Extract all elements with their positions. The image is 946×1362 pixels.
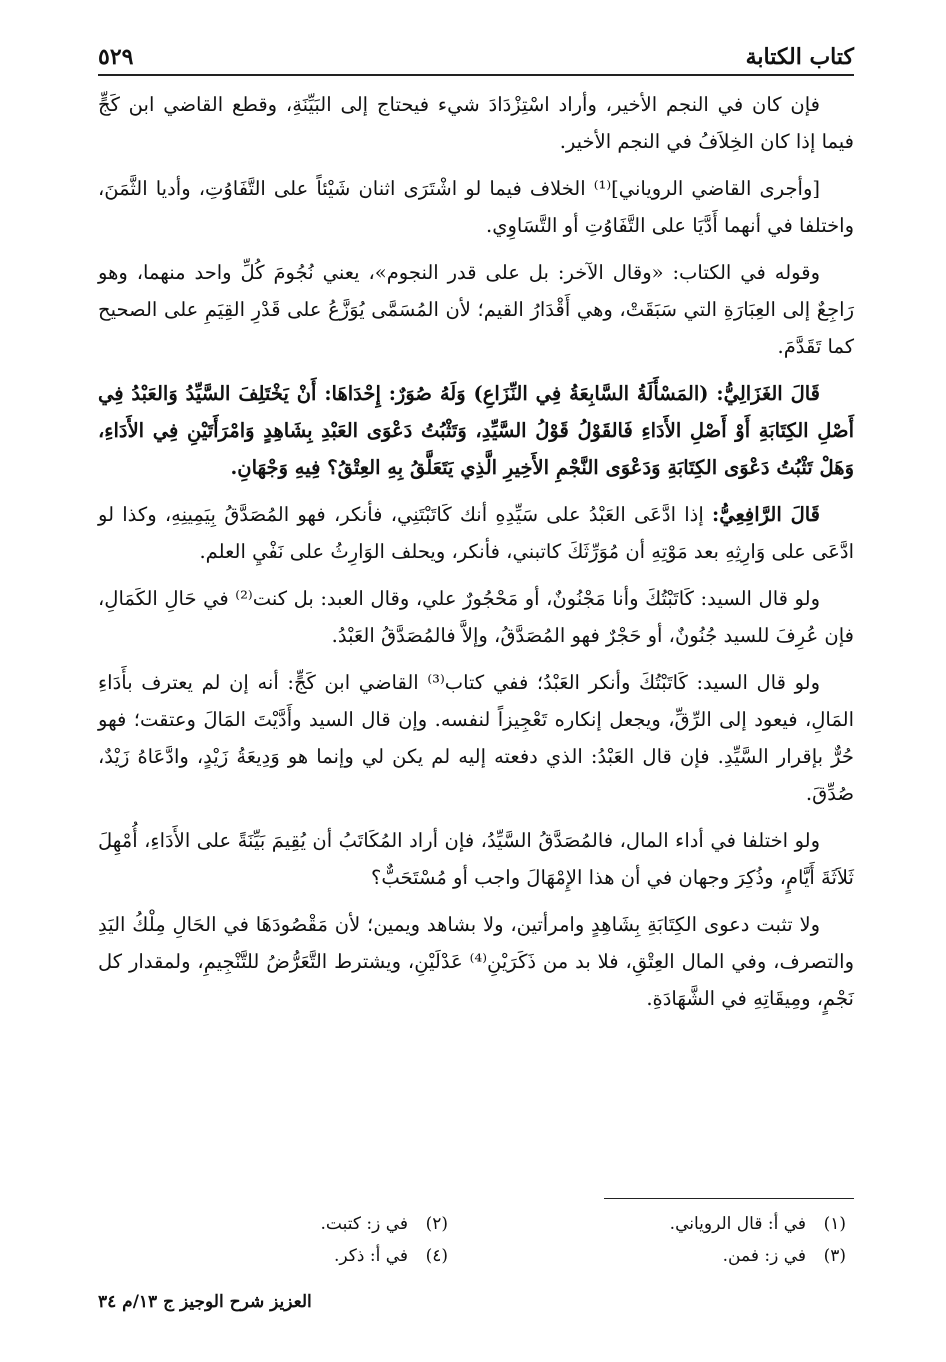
page-number: ٥٢٩ [98,44,134,70]
footnote-text: في ز: كتبت. [320,1214,408,1234]
footnote-text: في ز: فمن. [722,1246,806,1266]
rafii-text: إذا ادَّعَى العَبْدُ على سَيِّدِهِ أنك كَاتَبْتَنِي، فأنكر، فهو المُصَدَّقُ بِيَمِينِهِ، وكذا لو ادَّعَى على وَارِثِهِ بعد مَوْتِهِ أن مُوَرِّثَكَ كاتبني، فأنكر، ويحلف الوَارِثُ على نَفْيِ العلم. [98,503,854,563]
footnote-number: (١) [823,1214,846,1234]
ghazali-quote: قَالَ الغَزَالِيُّ: (المَسْأَلَةُ السَّابِعَةُ فِي النِّزَاعِ) وَلَهُ صُوَرٌ: إِحْدَاهَا: أَنْ يَخْتَلِفَ السَّيِّدُ وَالعَبْدُ فِي أَصْلِ الكِتَابَةِ أَوْ أَصْلِ الأَدَاءِ فَالقَوْلُ قَوْلُ السَّيِّدِ، وَتَثْبُتُ دَعْوَى العَبْدِ بِشَاهِدٍ وَامْرَأَتَيْنِ فِي الأَدَاءِ، وَهَلْ تَثْبُتُ دَعْوَى الكِتَابَةِ وَدَعْوَى النَّجْمِ الأَخِيرِ الَّذِي يَتَعَلَّقُ بِهِ العِتْقُ؟ فِيهِ وَجْهَانِ. [98,382,854,479]
page-footer: العزيز شرح الوجيز ج ١٣/م ٣٤ [98,1292,312,1312]
paragraph: ولو اختلفا في أداء المال، فالمُصَدَّقُ السَّيِّدُ، فإن أراد المُكَاتَبُ أن يُقِيمَ بَيِّنَةً على الأَدَاءِ، أُمْهِلَ ثَلاَثَةَ أَيَّامٍ، وذُكِرَ وجهان في أن هذا الإِمْهَالَ واجب أو مُسْتَحَبٌّ؟ [98,829,854,889]
footnote [496,1240,854,1272]
footnote-text: في أ: ذكر. [333,1246,408,1266]
footnote [98,1240,456,1272]
chapter-title: كتاب الكتابة [745,44,854,70]
footnotes [98,1208,854,1272]
page-header [98,30,854,76]
paragraph: ولا تثبت دعوى الكِتَابَةِ بِشَاهِدٍ وامرأتين، ولا بشاهد ويمين؛ لأن مَقْصُودَهَا في الحَالِ مِلْكُ اليَدِ والتصرف، وفي المال العِتْقِ، فلا بد من ذَكَرَيْنِ⁽⁴⁾ عَدْلَيْنِ، ويشترط التَّعَرُّضُ للتَّنْجِيمِ، ولمقدار كل نَجْمٍ، ومِيقَاتِهِ في الشَّهَادَةِ. [98,913,854,1010]
paragraph: فإن كان في النجم الأخير، وأراد اسْتِزْدَادَ شيء فيحتاج إلى البَيِّنَةِ، وقطع القاضي ابن كَجٍّ فيما إذا كان الخِلاَفُ في النجم الأخير. [98,93,854,153]
rafii-paragraph [98,496,854,570]
paragraph: [وأجرى القاضي الروياني]⁽¹⁾ الخلاف فيما لو اشْتَرَى اثنان شَيْئاً على التَّفَاوُتِ، وأديا الثَّمَنَ، واختلفا في أنهما أَدَّيَا على التَّفَاوُتِ أو التَّسَاوِي. [98,177,854,237]
footnote-number: (٤) [425,1246,448,1266]
footnote-number: (٣) [823,1246,846,1266]
footnote [98,1208,456,1240]
footnote [496,1208,854,1240]
rafii-lead: قَالَ الرَّافِعِيُّ: [712,503,820,526]
footnote-divider [604,1198,854,1199]
paragraph: ولو قال السيد: كَاتَبْتُكَ وأنا مَجْنُونٌ، أو مَحْجُورٌ علي، وقال العبد: بل كنت⁽²⁾ في حَالِ الكَمَالِ، فإن عُرِفَ للسيد جُنُونٌ، أو حَجْرٌ فهو المُصَدَّقُ، وإلاَّ فالمُصَدَّقُ العَبْدُ. [98,587,854,647]
paragraph: ولو قال السيد: كَاتَبْتُكَ وأنكر العَبْدُ؛ ففي كتاب⁽³⁾ القاضي ابن كَجٍّ: أنه إن لم يعترف بأَدَاءِ المَالِ، فيعود إلى الرِّقِّ، ويجعل إنكاره تَعْجِيزاً لنفسه. وإن قال السيد وأَدَّيْتَ المَالَ وعتقت؛ فهو حُرٌّ بإقرار السَّيِّدِ. فإن قال العَبْدُ: الذي دفعته إليه لم يكن لي وإنما هو وَدِيعَةُ زَيْدٍ، وادَّعَاهُ زَيْدٌ، صُدِّقَ. [98,671,854,805]
paragraph: وقوله في الكتاب: «وقال الآخر: بل على قدر النجوم»، يعني نُجُومَ كُلِّ واحد منهما، وهو رَاجِعٌ إلى العِبَارَةِ التي سَبَقَتْ، وهي أَقْدَارُ القيم؛ لأن المُسَمَّى يُوَزَّعُ على قَدْرِ القِيَمِ على الصحيح كما تَقَدَّمَ. [98,261,854,358]
footnote-number: (٢) [425,1214,448,1234]
main-text [98,86,854,1027]
footnote-text: في أ: قال الروياني. [669,1214,806,1234]
